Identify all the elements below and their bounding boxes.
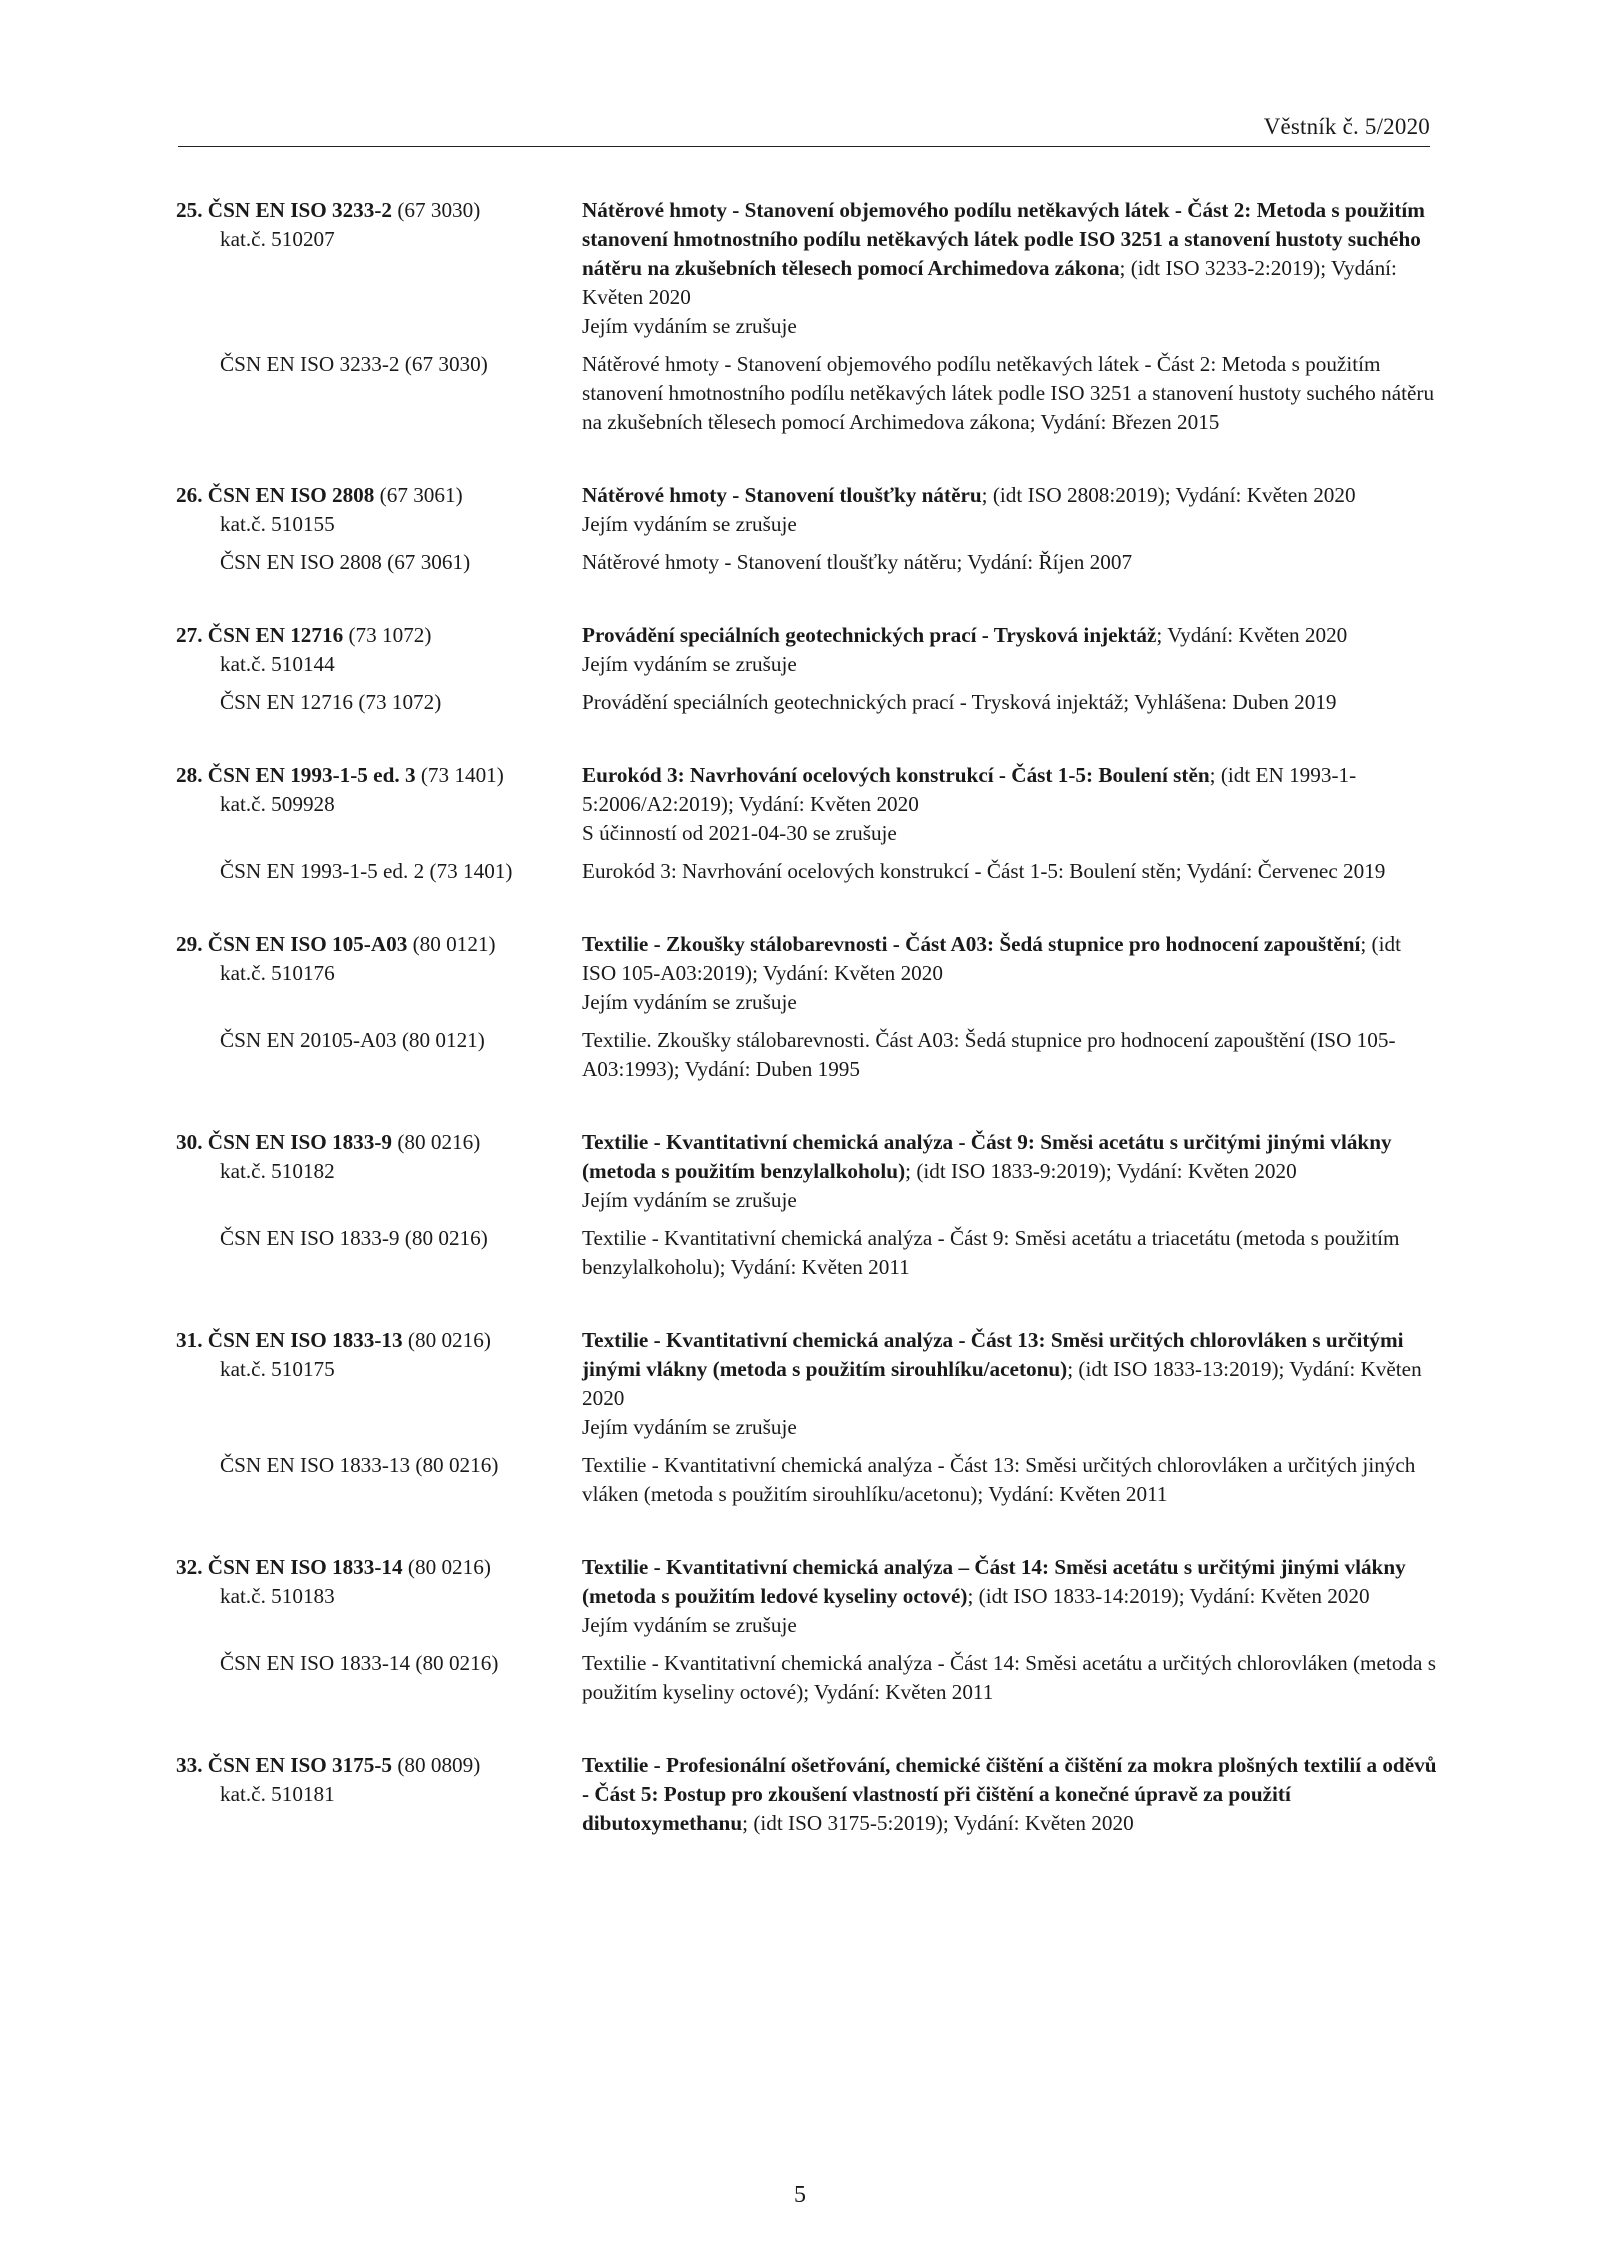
classification-code: (67 3061): [374, 483, 463, 507]
entry-number: 30.: [176, 1130, 203, 1154]
standard-details: ; (idt ISO 105-A03:2019); Vydání: Květen 2020: [582, 932, 1401, 985]
standard-code: ČSN EN 12716: [207, 623, 344, 647]
catalog-number: kat.č. 510182: [220, 1159, 335, 1183]
entry-number: 28.: [176, 763, 203, 787]
standard-entry: [176, 1751, 1438, 1838]
catalog-number: kat.č. 510183: [220, 1584, 335, 1608]
replaced-standard-code: ČSN EN 20105-A03 (80 0121): [220, 1028, 485, 1052]
standard-code: ČSN EN 1993-1-5 ed. 3: [207, 763, 416, 787]
classification-code: (80 0809): [392, 1753, 481, 1777]
standard-code: ČSN EN ISO 3175-5: [207, 1753, 393, 1777]
standard-code: ČSN EN ISO 1833-14: [207, 1555, 403, 1579]
classification-code: (67 3030): [392, 198, 481, 222]
entry-number: 25.: [176, 198, 203, 222]
page-number: 5: [794, 2182, 806, 2208]
replaced-standard-text: Eurokód 3: Navrhování ocelových konstrukcí - Část 1-5: Boulení stěn; Vydání: Červenec 2019: [582, 859, 1386, 883]
standards-list: [176, 196, 1438, 1882]
standard-code: ČSN EN ISO 1833-13: [207, 1328, 403, 1352]
standard-entry: [176, 1326, 1438, 1509]
status-text: Jejím vydáním se zrušuje: [582, 652, 797, 676]
standard-title: Nátěrové hmoty - Stanovení objemového podílu netěkavých látek - Část 2: Metoda s použitím stanovení hmotnostního podílu netěkavých látek podle ISO 3251 a stanovení hustoty suchého nátěru na zkušebních tělesech pomocí Archimedova zákona: [582, 198, 1425, 280]
header-rule: [178, 146, 1430, 147]
standard-title: Eurokód 3: Navrhování ocelových konstrukcí - Část 1-5: Boulení stěn: [582, 763, 1210, 787]
replaced-standard-code: ČSN EN 12716 (73 1072): [220, 690, 442, 714]
standard-title: Textilie - Zkoušky stálobarevnosti - Část A03: Šedá stupnice pro hodnocení zapouštění: [582, 932, 1361, 956]
replaced-standard-text: Provádění speciálních geotechnických prací - Trysková injektáž; Vyhlášena: Duben 2019: [582, 690, 1337, 714]
standard-title: Textilie - Kvantitativní chemická analýza - Část 9: Směsi acetátu s určitými jinými vlákny (metoda s použitím benzylalkoholu): [582, 1130, 1392, 1183]
catalog-number: kat.č. 510144: [220, 652, 335, 676]
catalog-number: kat.č. 509928: [220, 792, 335, 816]
standard-details: ; (idt ISO 1833-13:2019); Vydání: Květen 2020: [582, 1357, 1422, 1410]
status-text: Jejím vydáním se zrušuje: [582, 1188, 797, 1212]
standard-code: ČSN EN ISO 3233-2: [207, 198, 393, 222]
catalog-number: kat.č. 510155: [220, 512, 335, 536]
classification-code: (80 0121): [407, 932, 496, 956]
entry-number: 27.: [176, 623, 203, 647]
replaced-standard-code: ČSN EN 1993-1-5 ed. 2 (73 1401): [220, 859, 513, 883]
standard-entry: [176, 1553, 1438, 1707]
status-text: Jejím vydáním se zrušuje: [582, 512, 797, 536]
standard-title: Nátěrové hmoty - Stanovení tloušťky nátěru: [582, 483, 982, 507]
standard-entry: [176, 621, 1438, 717]
standard-details: ; Vydání: Květen 2020: [1156, 623, 1348, 647]
replaced-standard-code: ČSN EN ISO 2808 (67 3061): [220, 550, 471, 574]
status-text: Jejím vydáním se zrušuje: [582, 1415, 797, 1439]
replaced-standard-text: Textilie - Kvantitativní chemická analýza - Část 13: Směsi určitých chlorovláken a určitých jiných vláken (metoda s použitím sirouhlíku/acetonu); Vydání: Květen 2011: [582, 1453, 1416, 1506]
standard-entry: [176, 1128, 1438, 1282]
replaced-standard-code: ČSN EN ISO 1833-9 (80 0216): [220, 1226, 488, 1250]
entry-number: 29.: [176, 932, 203, 956]
standard-details: ; (idt ISO 1833-9:2019); Vydání: Květen 2020: [905, 1159, 1297, 1183]
standard-entry: [176, 930, 1438, 1084]
standard-details: ; (idt ISO 1833-14:2019); Vydání: Květen 2020: [967, 1584, 1370, 1608]
replaced-standard-text: Textilie. Zkoušky stálobarevnosti. Část A03: Šedá stupnice pro hodnocení zapouštění (ISO 105-A03:1993); Vydání: Duben 1995: [582, 1028, 1396, 1081]
catalog-number: kat.č. 510181: [220, 1782, 335, 1806]
status-text: S účinností od 2021-04-30 se zrušuje: [582, 821, 897, 845]
standard-code: ČSN EN ISO 105-A03: [207, 932, 408, 956]
standard-title: Textilie - Kvantitativní chemická analýza - Část 13: Směsi určitých chlorovláken s určitými jinými vlákny (metoda s použitím sirouhlíku/acetonu): [582, 1328, 1404, 1381]
replaced-standard-text: Textilie - Kvantitativní chemická analýza - Část 14: Směsi acetátu a určitých chlorovláken (metoda s použitím kyseliny octové); Vydání: Květen 2011: [582, 1651, 1436, 1704]
standard-code: ČSN EN ISO 1833-9: [207, 1130, 393, 1154]
standard-title: Textilie - Kvantitativní chemická analýza – Část 14: Směsi acetátu s určitými jinými vlákny (metoda s použitím ledové kyseliny octové): [582, 1555, 1406, 1608]
standard-code: ČSN EN ISO 2808: [207, 483, 375, 507]
standard-details: ; (idt ISO 3233-2:2019); Vydání: Květen 2020: [582, 256, 1397, 309]
standard-details: ; (idt ISO 2808:2019); Vydání: Květen 2020: [981, 483, 1356, 507]
replaced-standard-code: ČSN EN ISO 1833-14 (80 0216): [220, 1651, 499, 1675]
classification-code: (80 0216): [392, 1130, 481, 1154]
replaced-standard-code: ČSN EN ISO 3233-2 (67 3030): [220, 352, 488, 376]
entry-number: 31.: [176, 1328, 203, 1352]
standard-title: Textilie - Profesionální ošetřování, chemické čištění a čištění za mokra plošných textilií a oděvů - Část 5: Postup pro zkoušení vlastností při čištění a konečné úpravě za použití dibutoxymethanu: [582, 1753, 1437, 1835]
catalog-number: kat.č. 510207: [220, 227, 335, 251]
classification-code: (80 0216): [402, 1555, 491, 1579]
standard-entry: [176, 481, 1438, 577]
classification-code: (73 1072): [343, 623, 432, 647]
standard-entry: [176, 761, 1438, 886]
bulletin-title: Věstník č. 5/2020: [1263, 114, 1430, 139]
catalog-number: kat.č. 510176: [220, 961, 335, 985]
classification-code: (80 0216): [402, 1328, 491, 1352]
entry-number: 26.: [176, 483, 203, 507]
replaced-standard-text: Nátěrové hmoty - Stanovení objemového podílu netěkavých látek - Část 2: Metoda s použitím stanovení hmotnostního podílu netěkavých látek podle ISO 3251 a stanovení hustoty suchého nátěru na zkušebních tělesech pomocí Archimedova zákona; Vydání: Březen 2015: [582, 352, 1435, 434]
status-text: Jejím vydáním se zrušuje: [582, 314, 797, 338]
status-text: Jejím vydáním se zrušuje: [582, 1613, 797, 1637]
classification-code: (73 1401): [415, 763, 504, 787]
entry-number: 32.: [176, 1555, 203, 1579]
replaced-standard-text: Nátěrové hmoty - Stanovení tloušťky nátěru; Vydání: Říjen 2007: [582, 550, 1133, 574]
standard-details: ; (idt ISO 3175-5:2019); Vydání: Květen 2020: [742, 1811, 1134, 1835]
status-text: Jejím vydáním se zrušuje: [582, 990, 797, 1014]
replaced-standard-text: Textilie - Kvantitativní chemická analýza - Část 9: Směsi acetátu a triacetátu (metoda s použitím benzylalkoholu); Vydání: Květen 2011: [582, 1226, 1400, 1279]
entry-number: 33.: [176, 1753, 203, 1777]
replaced-standard-code: ČSN EN ISO 1833-13 (80 0216): [220, 1453, 499, 1477]
standard-entry: [176, 196, 1438, 437]
standard-title: Provádění speciálních geotechnických prací - Trysková injektáž: [582, 623, 1157, 647]
standard-details: ; (idt EN 1993-1-5:2006/A2:2019); Vydání: Květen 2020: [582, 763, 1357, 816]
catalog-number: kat.č. 510175: [220, 1357, 335, 1381]
